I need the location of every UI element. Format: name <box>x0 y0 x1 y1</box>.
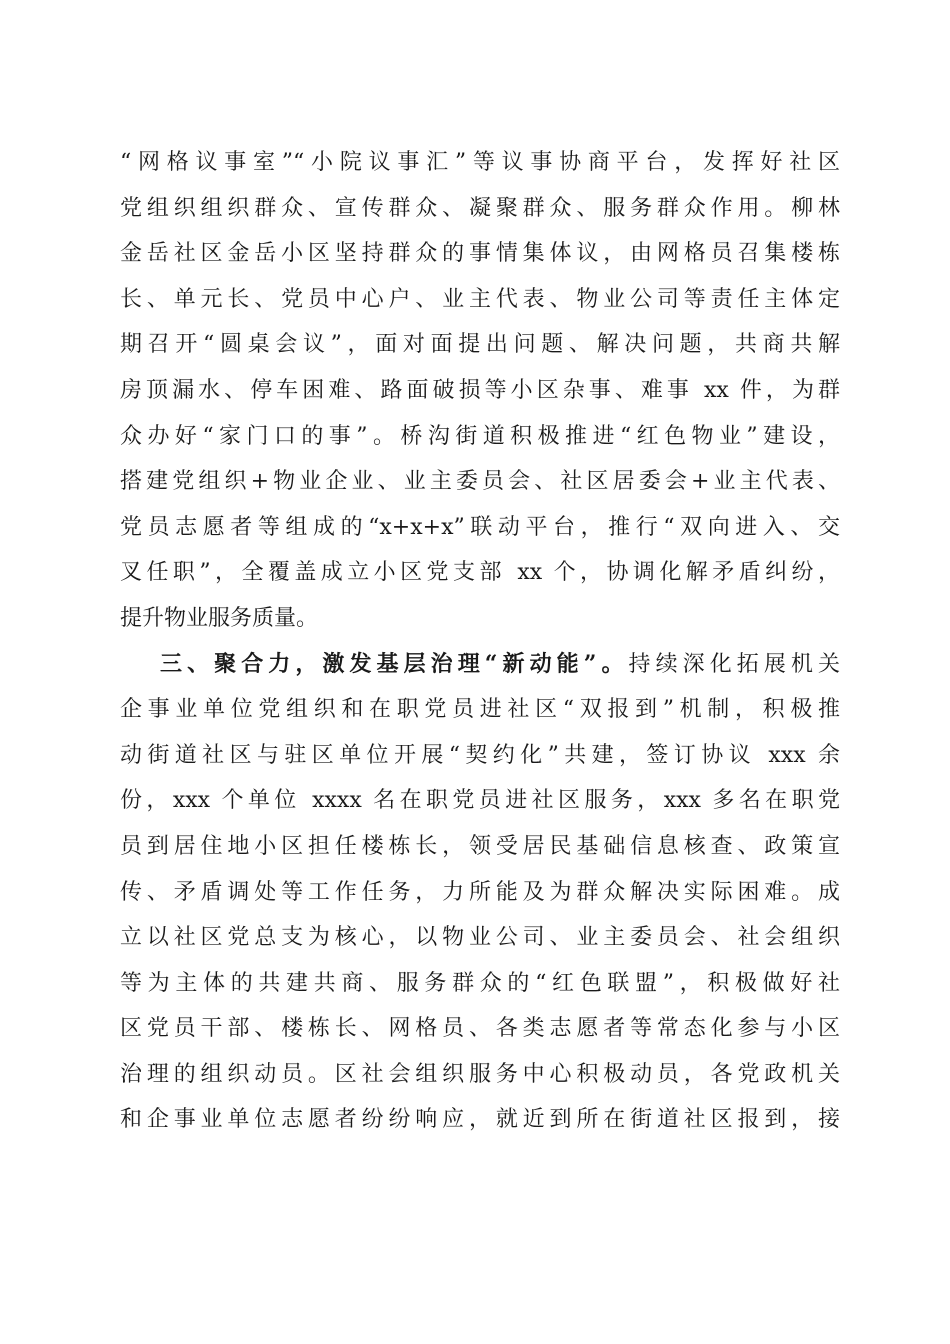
text-line: 房顶漏水、停车困难、路面破损等小区杂事、难事 xx 件，为群 <box>120 377 840 403</box>
text-line: 长、单元长、党员中心户、业主代表、物业公司等责任主体定 <box>120 286 840 312</box>
text-line: 搭建党组织+物业企业、业主委员会、社区居委会+业主代表、 <box>120 469 840 495</box>
text-line: 等为主体的共建共商、服务群众的“红色联盟”，积极做好社 <box>120 970 840 996</box>
paragraph-1 <box>120 140 840 642</box>
text-line: 叉任职”，全覆盖成立小区党支部 xx 个，协调化解矛盾纠纷， <box>120 560 840 586</box>
heading-line-rest: 持续深化拓展机关 <box>628 651 840 677</box>
text-line: “网格议事室”“小院议事汇”等议事协商平台，发挥好社区 <box>120 150 840 175</box>
text-line: 立以社区党总支为核心，以物业公司、业主委员会、社会组织 <box>120 925 840 951</box>
text-line: 众办好“家门口的事”。桥沟街道积极推进“红色物业”建设， <box>120 423 840 449</box>
text-line: 党员志愿者等组成的“x+x+x”联动平台，推行“双向进入、交 <box>120 514 840 540</box>
paragraph-2 <box>120 642 840 1144</box>
section-heading: 三、聚合力，激发基层治理“新动能”。 <box>160 650 629 677</box>
text-line: 动街道社区与驻区单位开展“契约化”共建，签订协议 xxx 余 <box>120 742 840 768</box>
text-line: 企事业单位党组织和在职党员进社区“双报到”机制，积极推 <box>120 697 840 723</box>
text-line: 金岳社区金岳小区坚持群众的事情集体议，由网格员召集楼栋 <box>120 241 840 267</box>
text-line: 提升物业服务质量。 <box>120 605 319 631</box>
text-line: 党组织组织群众、宣传群众、凝聚群众、服务群众作用。柳林 <box>120 195 840 221</box>
section-heading-line <box>120 642 840 688</box>
text-line: 份，xxx 个单位 xxxx 名在职党员进社区服务，xxx 多名在职党 <box>120 788 840 814</box>
text-line: 区党员干部、楼栋长、网格员、各类志愿者等常态化参与小区 <box>120 1016 840 1042</box>
text-line: 治理的组织动员。区社会组织服务中心积极动员，各党政机关 <box>120 1061 840 1087</box>
document-body <box>120 140 840 1143</box>
text-line: 传、矛盾调处等工作任务，力所能及为群众解决实际困难。成 <box>120 879 840 905</box>
text-line: 员到居住地小区担任楼栋长，领受居民基础信息核查、政策宣 <box>120 833 840 859</box>
text-line: 期召开“圆桌会议”，面对面提出问题、解决问题，共商共解 <box>120 332 840 358</box>
text-line: 和企事业单位志愿者纷纷响应，就近到所在街道社区报到，接 <box>120 1107 840 1133</box>
